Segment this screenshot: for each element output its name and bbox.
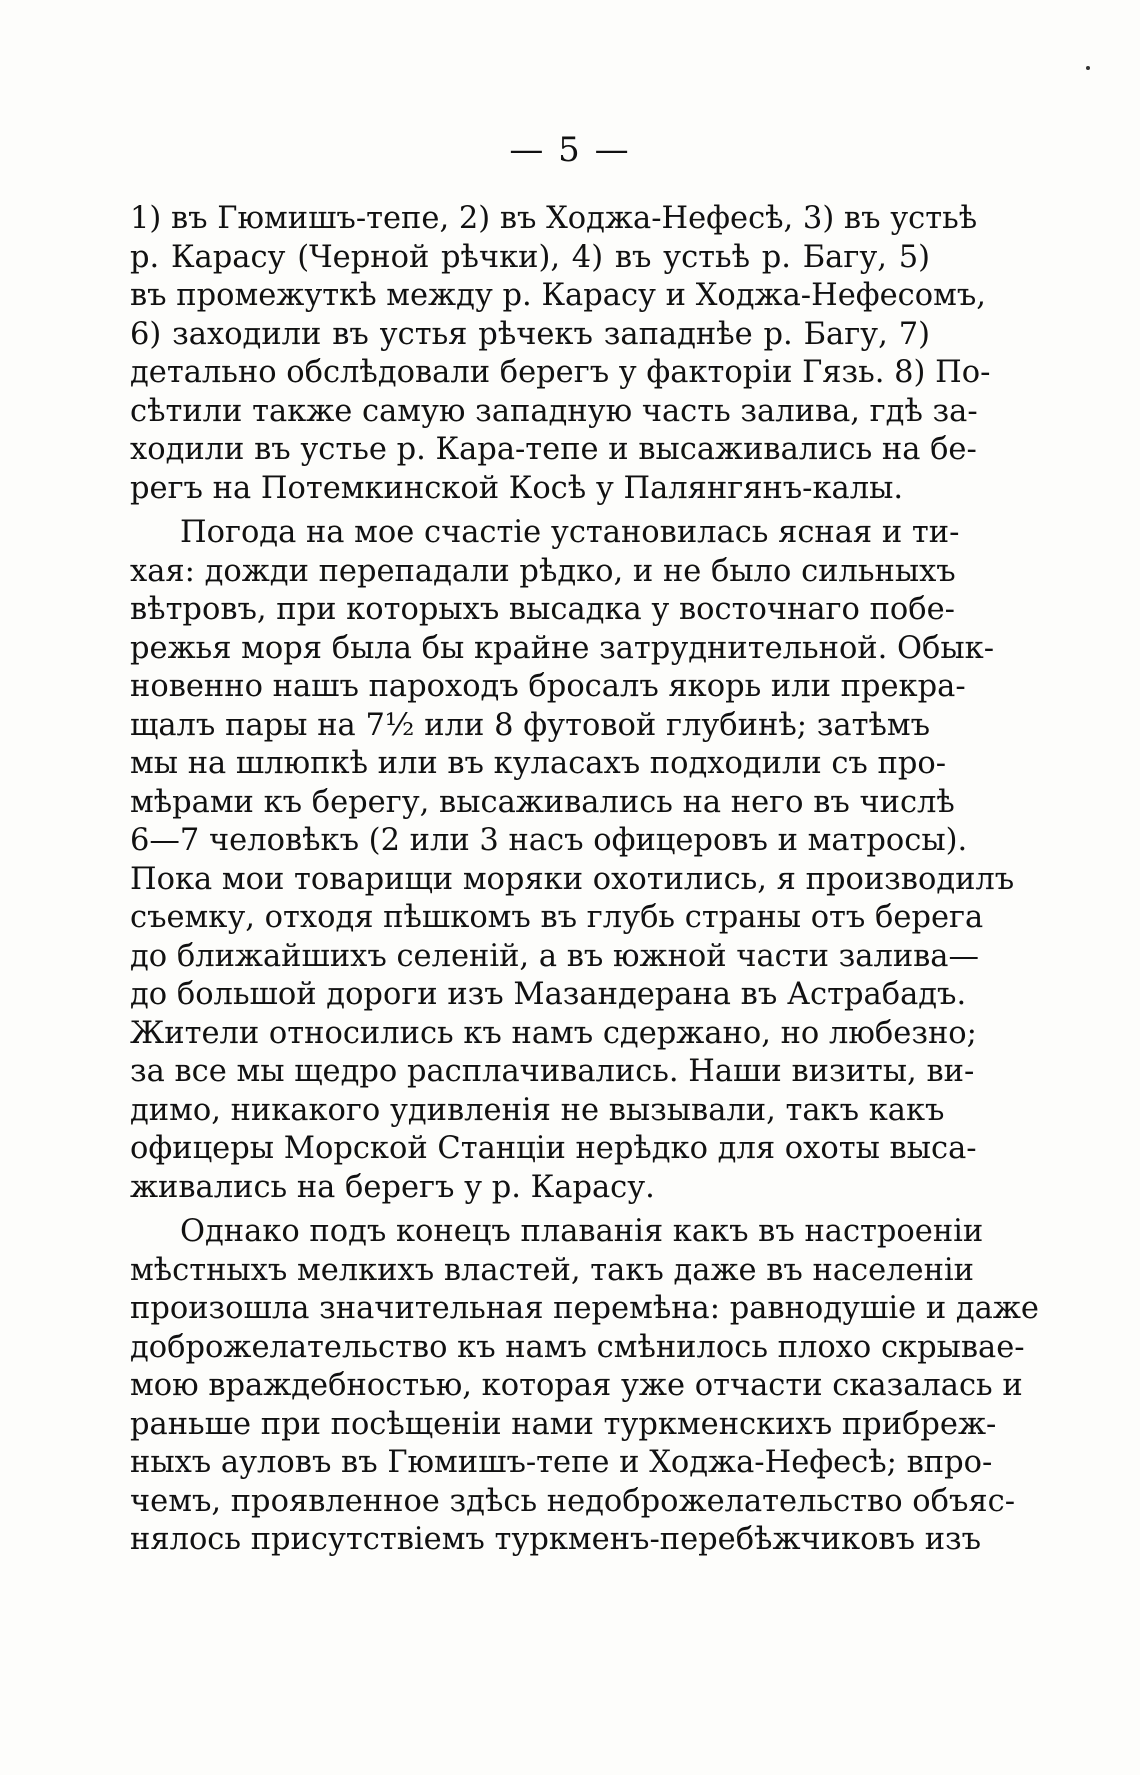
text-line: до ближайшихъ селеній, а въ южной части залива— xyxy=(130,938,979,974)
text-line: р. Карасу (Черной рѣчки), 4) въ устьѣ р. Багу, 5) xyxy=(130,239,930,275)
scan-speck xyxy=(1086,66,1090,70)
text-line: живались на берегъ у р. Карасу. xyxy=(130,1169,655,1205)
text-line: ныхъ ауловъ въ Гюмишъ-тепе и Ходжа-Нефесѣ; впро- xyxy=(130,1445,993,1480)
text-line: въ промежуткѣ между р. Карасу и Ходжа-Нефесомъ, xyxy=(130,278,986,313)
text-line: новенно нашъ пароходъ бросалъ якорь или прекра- xyxy=(130,669,966,704)
text-line: 6) заходили въ устья рѣчекъ западнѣе р. Багу, 7) xyxy=(130,316,930,352)
text-line: раньше при посѣщеніи нами туркменскихъ прибреж- xyxy=(130,1406,997,1442)
text-line: щалъ пары на 7½ или 8 футовой глубинѣ; затѣмъ xyxy=(130,707,930,743)
text-line: мѣстныхъ мелкихъ властей, такъ даже въ населеніи xyxy=(130,1252,975,1288)
text-line: мѣрами къ берегу, высаживались на него въ числѣ xyxy=(130,784,955,820)
text-line: регъ на Потемкинской Косѣ у Палянгянъ-калы. xyxy=(130,470,904,506)
paragraph-1 xyxy=(130,200,991,508)
body-text xyxy=(130,200,1039,1566)
text-line: димо, никакого удивленія не вызывали, такъ какъ xyxy=(130,1092,945,1128)
text-line: хая: дожди перепадали рѣдко, и не было сильныхъ xyxy=(130,553,956,589)
text-line: нялось присутствіемъ туркменъ-перебѣжчиковъ изъ xyxy=(130,1522,982,1557)
text-line: 6—7 человѣкъ (2 или 3 насъ офицеровъ и матросы). xyxy=(130,823,968,858)
text-line: режья моря была бы крайне затруднительной. Обык- xyxy=(130,630,995,666)
page-number: — 5 — xyxy=(509,130,631,170)
text-line: Однако подъ конецъ плаванія какъ въ настроеніи xyxy=(180,1214,984,1249)
text-line: Погода на мое счастіе установилась ясная и ти- xyxy=(180,515,960,550)
text-line: сѣтили также самую западную часть залива, гдѣ за- xyxy=(130,393,978,429)
text-line: офицеры Морской Станціи нерѣдко для охоты выса- xyxy=(130,1131,977,1166)
text-line: съемку, отходя пѣшкомъ въ глубь страны отъ берега xyxy=(130,900,984,935)
text-line: детально обслѣдовали берегъ у факторіи Гязь. 8) По- xyxy=(130,355,991,390)
text-line: мою враждебностью, которая уже отчасти сказалась и xyxy=(130,1368,1023,1403)
text-line: доброжелательство къ намъ смѣнилось плохо скрывае- xyxy=(130,1329,1025,1365)
text-line: 1) въ Гюмишъ-тепе, 2) въ Ходжа-Нефесѣ, 3) въ устьѣ xyxy=(130,201,978,236)
text-line: ходили въ устье р. Кара-тепе и высаживались на бе- xyxy=(130,432,977,467)
text-line: Жители относились къ намъ сдержано, но любезно; xyxy=(130,1015,977,1051)
text-line: за все мы щедро расплачивались. Наши визиты, ви- xyxy=(130,1054,975,1089)
text-line: мы на шлюпкѣ или въ куласахъ подходили съ про- xyxy=(130,746,947,781)
text-line: чемъ, проявленное здѣсь недоброжелательство объяс- xyxy=(130,1483,1016,1519)
text-line: произошла значительная перемѣна: равнодушіе и даже xyxy=(130,1291,1039,1326)
paragraph-2 xyxy=(130,514,1015,1207)
text-line: Пока мои товарищи моряки охотились, я производилъ xyxy=(130,861,1015,897)
text-line: до большой дороги изъ Мазандерана въ Астрабадъ. xyxy=(130,977,967,1012)
paragraph-3 xyxy=(130,1213,1039,1560)
text-line: вѣтровъ, при которыхъ высадка у восточнаго побе- xyxy=(130,592,955,627)
